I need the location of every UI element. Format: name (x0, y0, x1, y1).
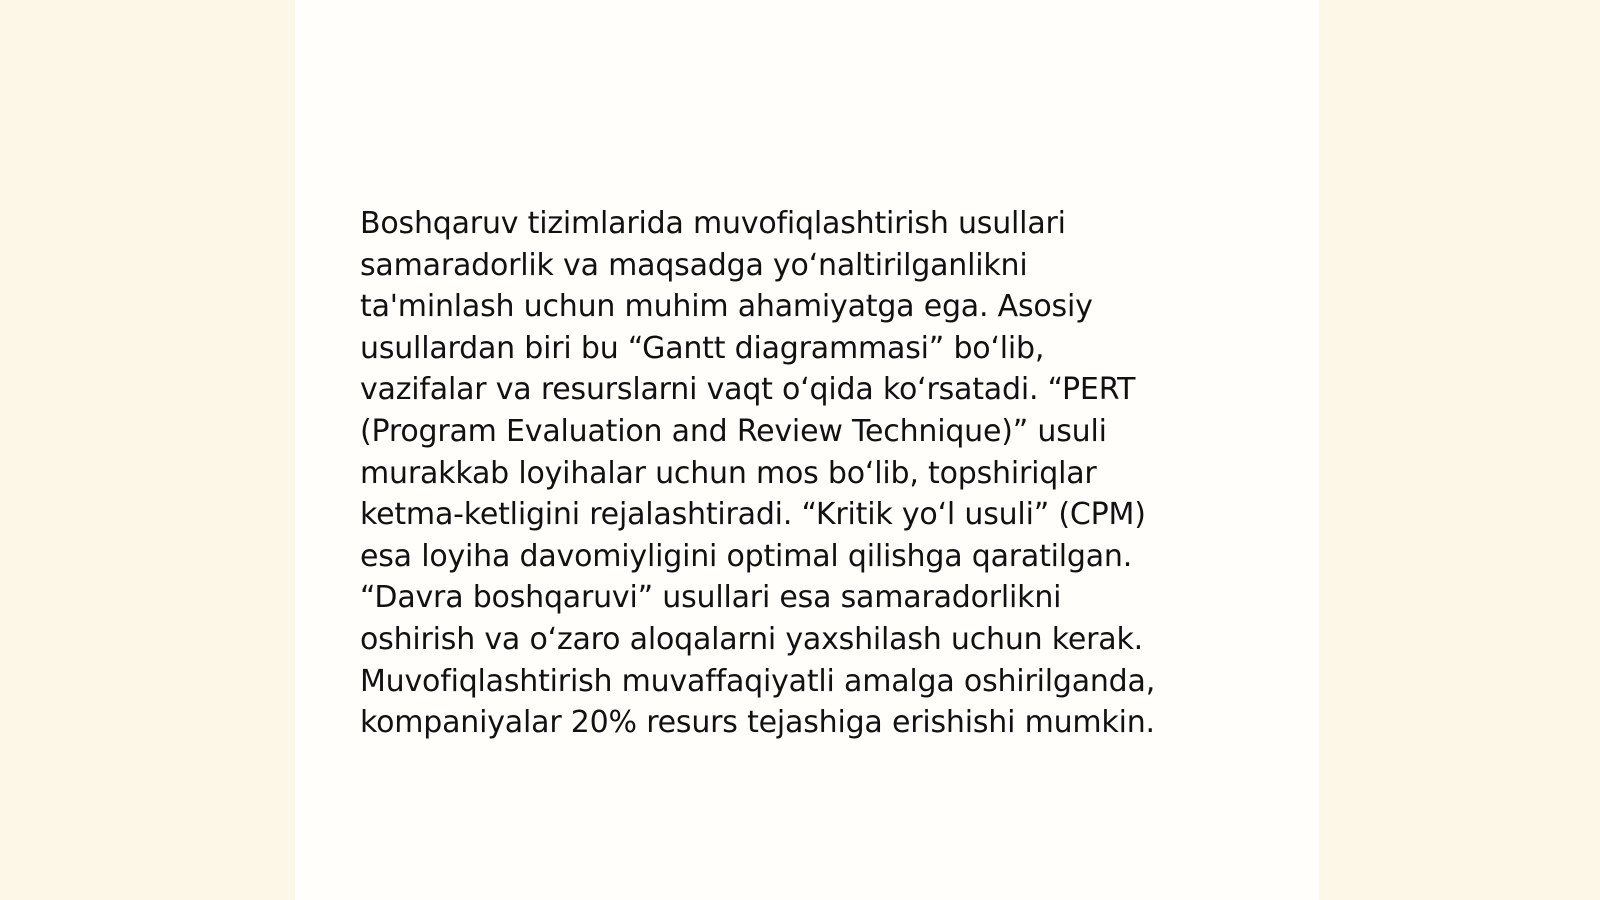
paragraph-line-4: usullardan biri bu “Gantt diagrammasi” bo‘lib, (360, 330, 1045, 366)
body-paragraph (360, 203, 1260, 744)
paragraph-line-2: samaradorlik va maqsadga yo‘naltirilganlikni (360, 247, 1028, 283)
paragraph-line-7: murakkab loyihalar uchun mos bo‘lib, topshiriqlar (360, 455, 1097, 491)
slide (295, 0, 1319, 900)
paragraph-line-11: oshirish va o‘zaro aloqalarni yaxshilash uchun kerak. (360, 621, 1143, 657)
paragraph-line-10: “Davra boshqaruvi” usullari esa samaradorlikni (360, 580, 1062, 616)
paragraph-line-8: ketma-ketligini rejalashtiradi. “Kritik yo‘l usuli” (CPM) (360, 497, 1146, 533)
paragraph-line-9: esa loyiha davomiyligini optimal qilishga qaratilgan. (360, 538, 1133, 574)
paragraph-line-12: Muvofiqlashtirish muvaffaqiyatli amalga oshirilganda, (360, 663, 1156, 699)
paragraph-line-13: kompaniyalar 20% resurs tejashiga erishishi mumkin. (360, 705, 1155, 741)
paragraph-line-5: vazifalar va resurslarni vaqt o‘qida ko‘rsatadi. “PERT (360, 372, 1136, 408)
paragraph-line-3: ta'minlash uchun muhim ahamiyatga ega. Asosiy (360, 289, 1093, 325)
paragraph-line-6: (Program Evaluation and Review Technique)” usuli (360, 413, 1107, 449)
paragraph-line-1: Boshqaruv tizimlarida muvofiqlashtirish usullari (360, 206, 1066, 241)
